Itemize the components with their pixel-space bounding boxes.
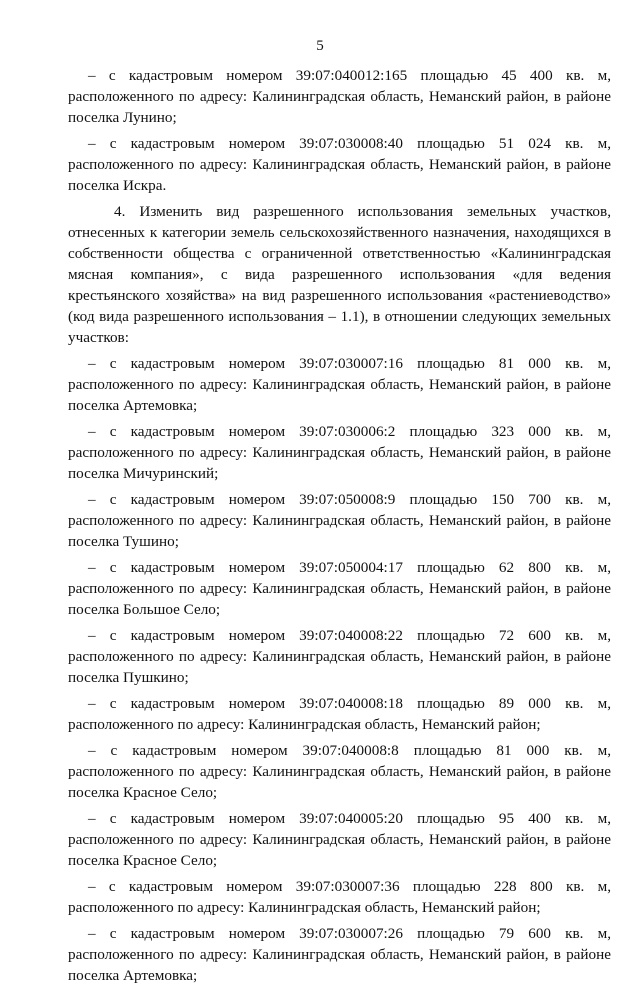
parcel-item: – с кадастровым номером 39:07:030007:36 площадью 228 800 кв. м, расположенного по адресу: Калининградская область, Неманский район; (68, 878, 611, 916)
parcel-item: – с кадастровым номером 39:07:040008:18 площадью 89 000 кв. м, расположенного по адресу: Калининградская область, Неманский район; (68, 695, 611, 733)
parcel-item: – с кадастровым номером 39:07:030007:16 площадью 81 000 кв. м, расположенного по адресу: Калининградская область, Неманский район, в районе поселка Артемовка; (68, 355, 611, 414)
page-number: 5 (316, 38, 324, 54)
parcel-item: – с кадастровым номером 39:07:030007:26 площадью 79 600 кв. м, расположенного по адресу: Калининградская область, Неманский район, в районе поселка Артемовка; (68, 925, 611, 984)
parcel-item: – с кадастровым номером 39:07:030008:40 площадью 51 024 кв. м, расположенного по адресу: Калининградская область, Неманский район, в районе поселка Искра. (68, 135, 611, 194)
parcel-item: – с кадастровым номером 39:07:040012:165 площадью 45 400 кв. м, расположенного по адресу: Калининградская область, Неманский район, в районе поселка Лунино; (68, 67, 611, 126)
document-body (68, 65, 611, 991)
parcel-item: – с кадастровым номером 39:07:050004:17 площадью 62 800 кв. м, расположенного по адресу: Калининградская область, Неманский район, в районе поселка Большое Село; (68, 559, 611, 618)
parcel-item: – с кадастровым номером 39:07:040005:20 площадью 95 400 кв. м, расположенного по адресу: Калининградская область, Неманский район, в районе поселка Красное Село; (68, 810, 611, 869)
parcel-item: – с кадастровым номером 39:07:040008:22 площадью 72 600 кв. м, расположенного по адресу: Калининградская область, Неманский район, в районе поселка Пушкино; (68, 627, 611, 686)
parcel-item: – с кадастровым номером 39:07:050008:9 площадью 150 700 кв. м, расположенного по адресу: Калининградская область, Неманский район, в районе поселка Тушино; (68, 491, 611, 550)
clause-4: 4. Изменить вид разрешенного использования земельных участков, отнесенных к категории земель сельскохозяйственного назначения, находящихся в собственности общества с ограниченной ответственностью «Калининградская мясная компания», с вида разрешенного использования «для ведения крестьянского хозяйства» на вид разрешенного использования «растениеводство» (код вида разрешенного использования – 1.1), в отношении следующих земельных участков: (68, 203, 611, 346)
parcel-item: – с кадастровым номером 39:07:030006:2 площадью 323 000 кв. м, расположенного по адресу: Калининградская область, Неманский район, в районе поселка Мичуринский; (68, 423, 611, 482)
parcel-item: – с кадастровым номером 39:07:040008:8 площадью 81 000 кв. м, расположенного по адресу: Калининградская область, Неманский район, в районе поселка Красное Село; (68, 742, 611, 801)
